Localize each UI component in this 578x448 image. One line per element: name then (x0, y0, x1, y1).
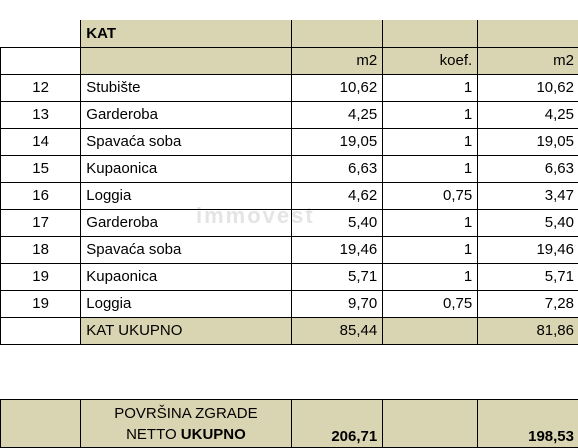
table-row (1, 236, 578, 263)
room-area: 19,46 (291, 236, 383, 263)
table-row (1, 290, 578, 317)
watermark: immovest (196, 203, 315, 229)
room-weighted-area: 5,40 (478, 209, 578, 236)
room-coefficient: 1 (383, 263, 478, 290)
row-number: 17 (1, 209, 81, 236)
room-area: 6,63 (291, 155, 383, 182)
row-number: 15 (1, 155, 81, 182)
room-name: Garderoba (81, 209, 291, 236)
total-row (1, 317, 578, 344)
room-name: Spavaća soba (81, 128, 291, 155)
summary-row (1, 400, 578, 448)
section-title-row (1, 20, 578, 47)
room-weighted-area: 7,28 (478, 290, 578, 317)
room-area: 4,25 (291, 101, 383, 128)
room-coefficient: 1 (383, 74, 478, 101)
table-row (1, 182, 578, 209)
room-coefficient: 1 (383, 209, 478, 236)
room-area: 9,70 (291, 290, 383, 317)
table-row (1, 101, 578, 128)
summary-m2: 206,71 (291, 400, 383, 448)
row-number: 16 (1, 182, 81, 209)
room-name: Kupaonica (81, 263, 291, 290)
room-coefficient: 1 (383, 128, 478, 155)
room-coefficient: 1 (383, 236, 478, 263)
room-weighted-area: 5,71 (478, 263, 578, 290)
row-number: 18 (1, 236, 81, 263)
room-coefficient: 0,75 (383, 182, 478, 209)
room-area: 5,71 (291, 263, 383, 290)
total-label: KAT UKUPNO (81, 317, 291, 344)
row-number: 14 (1, 128, 81, 155)
table-row (1, 209, 578, 236)
summary-label: POVRŠINA ZGRADE NETTO UKUPNO (81, 400, 291, 448)
room-name: Loggia (81, 290, 291, 317)
room-area: 19,05 (291, 128, 383, 155)
header-koef: koef. (383, 47, 478, 74)
table-row (1, 128, 578, 155)
room-area: 10,62 (291, 74, 383, 101)
room-name: Spavaća soba (81, 236, 291, 263)
row-number: 13 (1, 101, 81, 128)
room-name: Kupaonica (81, 155, 291, 182)
table-row (1, 155, 578, 182)
room-coefficient: 1 (383, 101, 478, 128)
header-m2: m2 (291, 47, 383, 74)
room-weighted-area: 4,25 (478, 101, 578, 128)
row-number: 19 (1, 263, 81, 290)
room-name: Stubište (81, 74, 291, 101)
room-area: 5,40 (291, 209, 383, 236)
summary-result: 198,53 (478, 400, 578, 448)
header-row (1, 47, 578, 74)
section-title: KAT (81, 20, 291, 47)
total-result: 81,86 (478, 317, 578, 344)
room-weighted-area: 19,05 (478, 128, 578, 155)
table-row (1, 74, 578, 101)
room-area: 4,62 (291, 182, 383, 209)
room-name: Loggia (81, 182, 291, 209)
total-m2: 85,44 (291, 317, 383, 344)
area-table (0, 20, 578, 345)
row-number: 12 (1, 74, 81, 101)
room-name: Garderoba (81, 101, 291, 128)
room-weighted-area: 3,47 (478, 182, 578, 209)
room-weighted-area: 19,46 (478, 236, 578, 263)
room-coefficient: 0,75 (383, 290, 478, 317)
room-weighted-area: 10,62 (478, 74, 578, 101)
room-coefficient: 1 (383, 155, 478, 182)
row-number: 19 (1, 290, 81, 317)
header-m2-result: m2 (478, 47, 578, 74)
summary-table (0, 399, 578, 448)
table-row (1, 263, 578, 290)
room-weighted-area: 6,63 (478, 155, 578, 182)
